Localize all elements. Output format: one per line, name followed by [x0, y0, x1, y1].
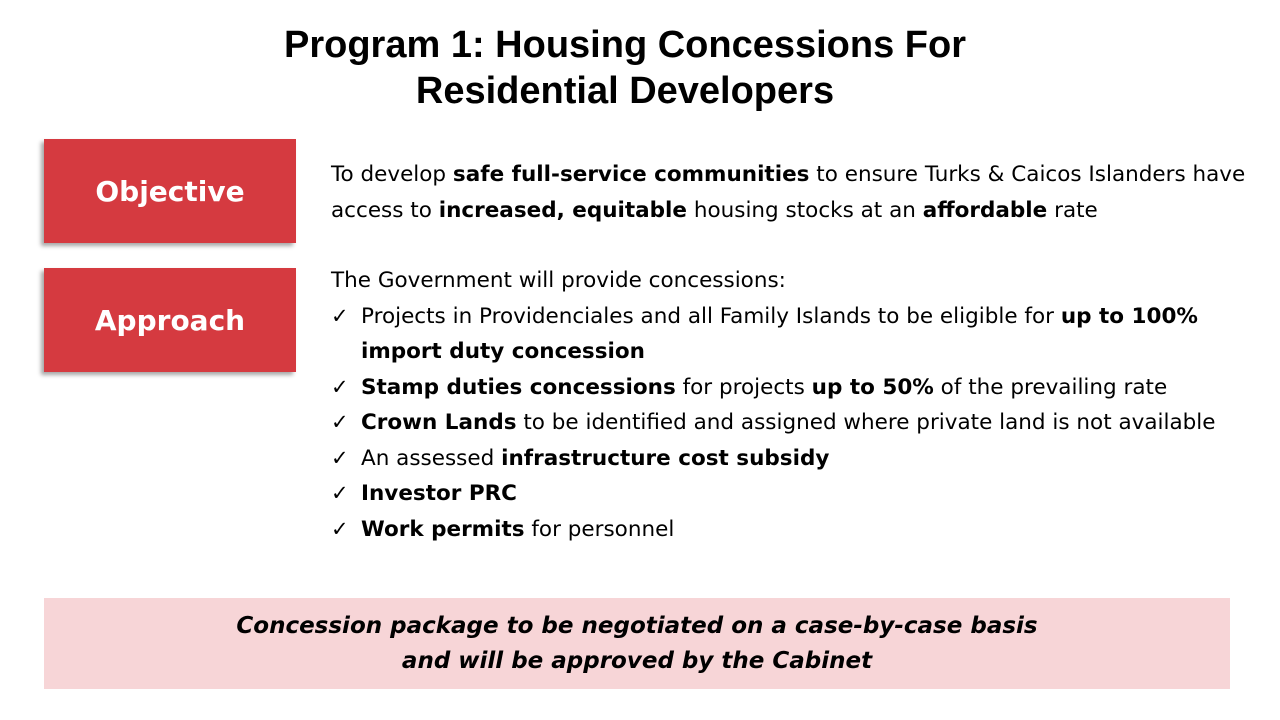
- approach-text: [331, 263, 1251, 547]
- objective-text-part: housing stocks at an: [687, 197, 923, 223]
- objective-text-part: To develop: [331, 162, 453, 187]
- slide-title: [0, 22, 1250, 114]
- list-item-text: Projects in Providenciales and all Family Islands to be eligible for: [361, 303, 1061, 329]
- check-icon: ✓: [331, 303, 349, 328]
- check-icon: ✓: [331, 481, 349, 505]
- slide-title-line-2: Residential Developers: [415, 70, 835, 112]
- list-item-bold: infrastructure cost subsidy: [501, 445, 830, 471]
- list-item-bold: up to 50%: [811, 374, 934, 400]
- banner-line-1: Concession package to be negotiated on a case-by-case basis: [236, 612, 1038, 639]
- list-item-bold: Crown Lands: [361, 410, 517, 435]
- list-item: [331, 405, 1251, 441]
- objective-text-bold: affordable: [922, 197, 1048, 223]
- list-item-bold: up to 100% import duty concession: [361, 303, 1198, 364]
- concession-list: [331, 299, 1251, 548]
- objective-text-bold: increased, equitable: [438, 197, 688, 223]
- list-item-bold: Investor PRC: [361, 481, 517, 506]
- list-item: [331, 512, 1251, 548]
- list-item: [331, 370, 1251, 406]
- list-item-text: of the prevailing rate: [933, 374, 1168, 400]
- slide-title-line-1: Program 1: Housing Concessions For: [284, 24, 966, 66]
- approach-intro: The Government will provide concessions:: [331, 268, 786, 293]
- list-item-text: for projects: [675, 374, 812, 400]
- banner-line-2: and will be approved by the Cabinet: [401, 647, 873, 674]
- approach-label: Approach: [94, 303, 246, 337]
- cabinet-approval-banner: [44, 598, 1230, 689]
- objective-label: Objective: [95, 174, 245, 208]
- check-icon: ✓: [331, 445, 349, 470]
- list-item: [331, 476, 1251, 512]
- objective-text-bold: safe full-service communities: [452, 162, 810, 187]
- list-item-bold: Work permits: [361, 516, 525, 542]
- check-icon: ✓: [331, 374, 349, 399]
- objective-text: [331, 157, 1251, 228]
- objective-text-part: to ensure Turks & Caicos Islanders have access to: [331, 162, 1246, 223]
- list-item: [331, 441, 1251, 477]
- list-item-text: An assessed: [361, 445, 502, 471]
- approach-label-box: [44, 268, 296, 372]
- objective-label-box: [44, 139, 296, 243]
- list-item-bold: Stamp duties concessions: [361, 374, 676, 400]
- list-item: [331, 299, 1251, 370]
- list-item-text: to be identified and assigned where private land is not available: [516, 410, 1216, 435]
- check-icon: ✓: [331, 410, 349, 434]
- check-icon: ✓: [331, 516, 349, 541]
- objective-text-part: rate: [1047, 197, 1098, 223]
- list-item-text: for personnel: [524, 516, 675, 542]
